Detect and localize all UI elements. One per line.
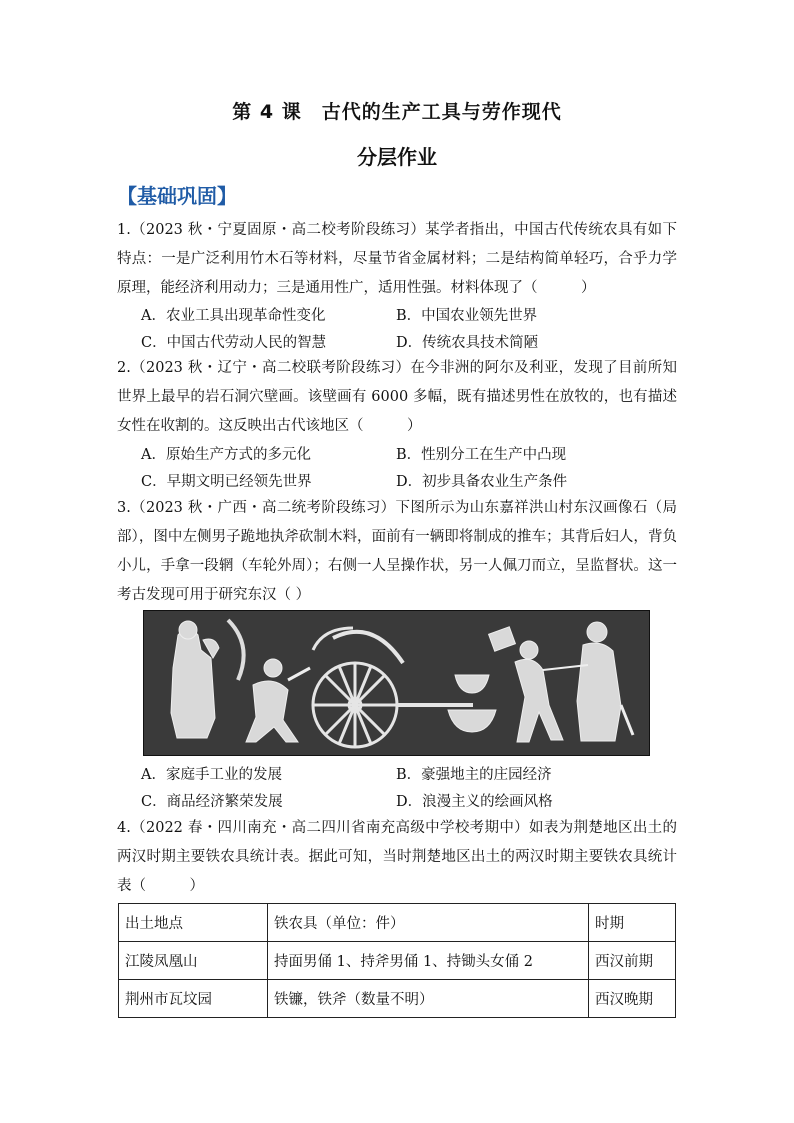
q3-option-d[interactable]: D．浪漫主义的绘画风格 (396, 794, 553, 810)
q2-option-d[interactable]: D．初步具备农业生产条件 (396, 474, 568, 490)
q2-option-b[interactable]: B．性别分工在生产中凸现 (396, 447, 567, 463)
q3-option-c[interactable]: C．商品经济繁荣发展 (141, 794, 283, 810)
table-header-cell: 出土地点 (119, 904, 268, 942)
question-2-stem: 2.（2023 秋・辽宁・高二校联考阶段练习）在今非洲的阿尔及利亚，发现了目前所知世界上最早的岩石洞穴壁画。该壁画有 6000 多幅，既有描述男性在放牧的，也有描述女性在收割的。这反映出古代该地区（ ） (117, 360, 677, 434)
table-header-cell: 铁农具（单位：件） (268, 904, 589, 942)
q3-option-a[interactable]: A．家庭手工业的发展 (141, 767, 282, 783)
q1-option-b[interactable]: B．中国农业领先世界 (396, 308, 538, 324)
table-row (119, 942, 676, 980)
table-cell: 荆州市瓦坟园 (119, 980, 268, 1018)
table-cell: 江陵凤凰山 (119, 942, 268, 980)
q2-option-c[interactable]: C．早期文明已经领先世界 (141, 474, 312, 490)
q1-option-c[interactable]: C．中国古代劳动人民的智慧 (141, 335, 327, 351)
table-row (119, 980, 676, 1018)
question-4-stem: 4.（2022 春・四川南充・高二四川省南充高级中学校考期中）如表为荆楚地区出土的两汉时期主要铁农具统计表。据此可知，当时荆楚地区出土的两汉时期主要铁农具统计表（ ） (117, 820, 677, 894)
lesson-title: 第 4 课 古代的生产工具与劳作现代 (232, 101, 562, 123)
question-3-stem: 3.（2023 秋・广西・高二统考阶段练习）下图所示为山东嘉祥洪山村东汉画像石（局部），图中左侧男子跪地执斧砍制木料，面前有一辆即将制成的推车；其背后妇人，背负小儿，手拿一段辋（车轮外周）；右侧一人呈操作状，另一人佩刀而立，呈监督状。这一考古发现可用于研究东汉（ ） (117, 500, 677, 603)
table-cell: 西汉晚期 (589, 980, 676, 1018)
iron-tools-table (118, 903, 676, 1018)
question-1-stem: 1.（2023 秋・宁夏固原・高二校考阶段练习）某学者指出，中国古代传统农具有如下特点：一是广泛利用竹木石等材料，尽量节省金属材料；二是结构简单轻巧，合乎力学原理，能经济利用动力；三是通用性广，适用性强。材料体现了（ ） (117, 222, 677, 296)
section-heading: 【基础巩固】 (117, 184, 237, 208)
table-header-row (119, 904, 676, 942)
table-cell: 西汉前期 (589, 942, 676, 980)
table-header-cell: 时期 (589, 904, 676, 942)
table-cell: 持面男俑 1、持斧男俑 1、持锄头女俑 2 (268, 942, 589, 980)
lesson-subtitle: 分层作业 (357, 145, 437, 169)
stone-relief-image (143, 610, 650, 756)
q2-option-a[interactable]: A．原始生产方式的多元化 (141, 447, 311, 463)
table-cell: 铁镰，铁斧（数量不明） (268, 980, 589, 1018)
q1-option-a[interactable]: A．农业工具出现革命性变化 (141, 308, 326, 324)
q3-option-b[interactable]: B．豪强地主的庄园经济 (396, 767, 552, 783)
q1-option-d[interactable]: D．传统农具技术简陋 (396, 335, 539, 351)
